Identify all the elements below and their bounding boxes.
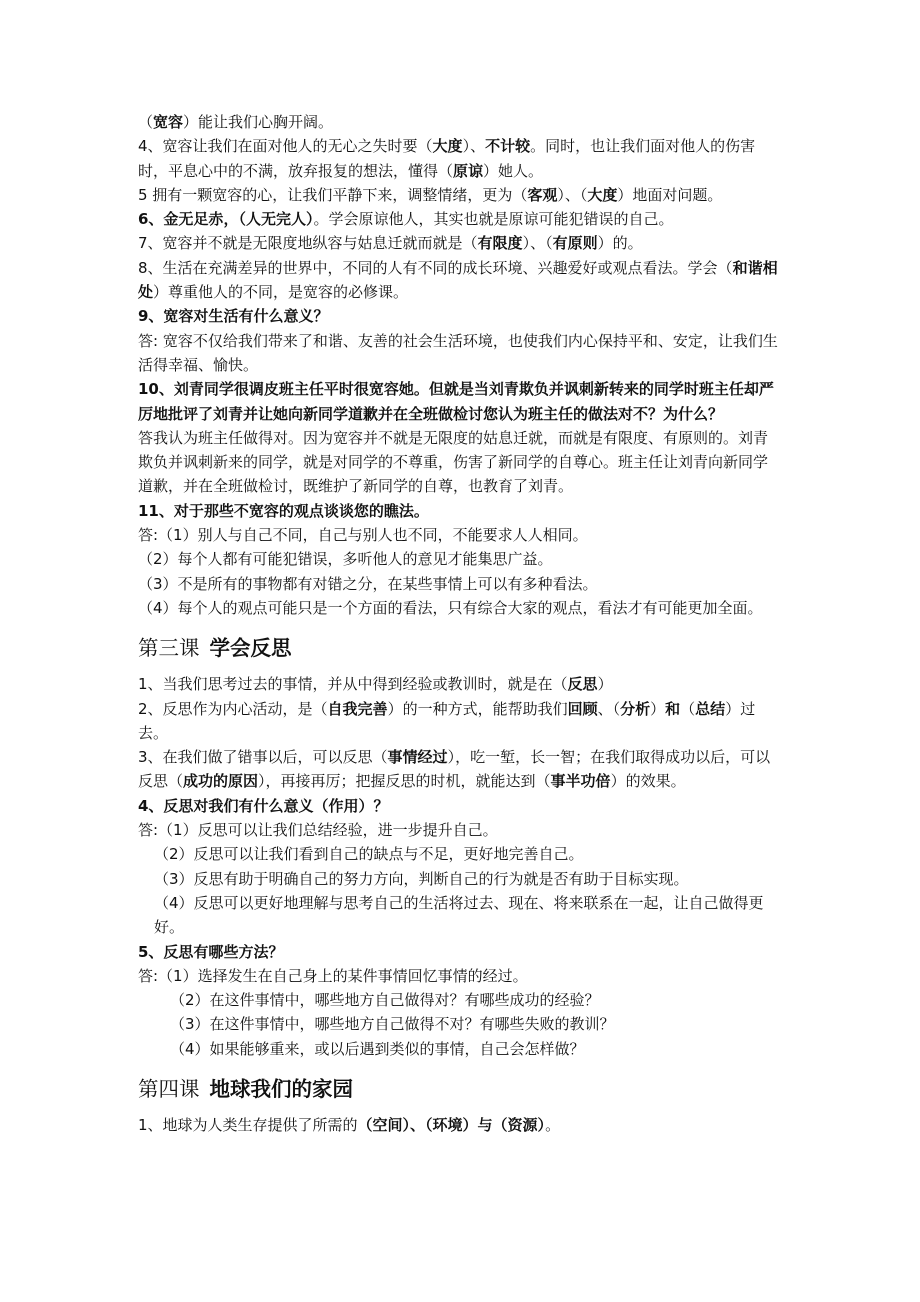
answer-item: （3）反思有助于明确自己的努力方向，判断自己的行为就是否有助于目标实现。 — [154, 869, 689, 888]
answer-item: （3）在这件事情中，哪些地方自己做得不对？有哪些失败的教训？ — [170, 1015, 615, 1034]
answer-paragraph: 答我认为班主任做得对。因为宽容并不就是无限度的姑息迁就，而就是有限度、有原则的。刘青欺负并讽刺新来的同学，就是对同学的不尊重，伤害了新同学的自尊心。班主任让刘青向新同学道歉，并在全班做检讨，既维护了新同学的自尊，也教育了刘青。 — [138, 428, 769, 496]
text: ），再接再厉；把握反思的时机，就能达到（ — [258, 772, 551, 791]
bold-text: 事情经过 — [387, 748, 448, 767]
bold-text: 大度 — [432, 137, 463, 156]
bold-text: 6、金无足赤，（人无完人） — [138, 210, 314, 229]
paragraph — [138, 745, 782, 794]
text: ）、（ — [522, 234, 553, 253]
text: 4、宽容让我们在面对他人的无心之失时要（ — [138, 137, 433, 156]
text: 、（ — [597, 699, 621, 718]
paragraph — [138, 1113, 782, 1137]
text: ）的。 — [597, 234, 643, 253]
lesson-title: 学会反思 — [209, 636, 292, 661]
bold-text: 大度 — [587, 185, 618, 204]
bold-text: 和谐相处 — [138, 258, 778, 302]
paragraph — [138, 207, 782, 231]
text: ）、（ — [557, 185, 588, 204]
bold-text: 回顾 — [567, 699, 598, 718]
text: ）地面对问题。 — [617, 185, 723, 204]
bold-text: 反思 — [567, 675, 598, 694]
bold-text: 事半功倍 — [550, 772, 611, 791]
bold-text: 不计较 — [485, 137, 531, 156]
text: 。学会原谅他人，其实也就是原谅可能犯错误的自己。 — [313, 210, 674, 229]
answer-item: 答:（1）反思可以让我们总结经验，进一步提升自己。 — [138, 821, 498, 840]
question-heading: 5、反思有哪些方法？ — [138, 942, 284, 961]
text: ） — [650, 699, 666, 718]
bold-text: 有原则 — [552, 234, 598, 253]
text: 1、地球为人类生存提供了所需的 — [138, 1115, 358, 1134]
answer-item: 答:（1）选择发生在自己身上的某件事情回忆事情的经过。 — [138, 966, 528, 985]
answer-item: （3）不是所有的事物都有对错之分，在某些事情上可以有多种看法。 — [138, 574, 598, 593]
paragraph — [138, 256, 782, 305]
paragraph — [138, 231, 782, 255]
text: 2、反思作为内心活动，是（ — [138, 699, 328, 718]
lesson-number: 第四课 — [138, 1076, 200, 1101]
text: 7、宽容并不就是无限度地纵容与姑息迁就而就是（ — [138, 234, 478, 253]
bold-text: （空间）、（环境）与（资源） — [357, 1115, 546, 1134]
bold-text: 客观 — [527, 185, 558, 204]
bold-text: 总结 — [695, 699, 726, 718]
bold-text: 成功的原因 — [183, 772, 259, 791]
text: （ — [138, 113, 154, 131]
paragraph — [138, 697, 782, 746]
answer-item: （2）反思可以让我们看到自己的缺点与不足，更好地完善自己。 — [154, 845, 584, 864]
paragraph — [138, 110, 782, 134]
bold-text: 和 — [665, 699, 681, 718]
text: 。同时，也让我们面对他人的伤害时，平息心中的不满，放弃报复的想法，懂得（ — [138, 137, 756, 180]
text: 8、生活在充满差异的世界中，不同的人有不同的成长环境、兴趣爱好或观点看法。学会（ — [138, 258, 733, 277]
bold-text: 自我完善 — [327, 699, 388, 718]
answer-item: （2）每个人都有可能犯错误，多听他人的意见才能集思广益。 — [138, 550, 553, 569]
lesson-heading — [138, 633, 782, 663]
bold-text: 宽容 — [153, 113, 184, 131]
text: ） — [597, 675, 613, 694]
bold-text: 有限度 — [477, 234, 523, 253]
text: ）、 — [462, 137, 486, 156]
lesson-heading — [138, 1074, 782, 1104]
text: ）过去。 — [138, 699, 756, 742]
lesson-title: 地球我们的家园 — [209, 1076, 353, 1101]
question-heading: 10、刘青同学很调皮班主任平时很宽容她。但就是当刘青欺负并讽刺新转来的同学时班主任却严厉地批评了刘青并让她向新同学道歉并在全班做检讨您认为班主任的做法对不？为什么？ — [138, 380, 774, 423]
text: 5 拥有一颗宽容的心，让我们平静下来，调整情绪，更为（ — [138, 185, 528, 204]
paragraph — [138, 134, 782, 183]
text: ）尊重他人的不同，是宽容的必修课。 — [153, 283, 409, 302]
answer-item: （4）如果能够重来，或以后遇到类似的事情，自己会怎样做？ — [170, 1039, 585, 1058]
text: ），吃一堑，长一智；在我们取得成功以后，可以反思（ — [138, 748, 771, 791]
answer-item: （4）每个人的观点可能只是一个方面的看法，只有综合大家的观点，看法才有可能更加全面。 — [138, 598, 763, 617]
answer-paragraph: 答: 宽容不仅给我们带来了和谐、友善的社会生活环境，也使我们内心保持平和、安定，让我们生活得幸福、愉快。 — [138, 331, 778, 374]
text: 3、在我们做了错事以后，可以反思（ — [138, 748, 388, 767]
lesson-number: 第三课 — [138, 636, 200, 661]
text: （ — [680, 699, 696, 718]
bold-text: 原谅 — [453, 161, 484, 180]
paragraph — [138, 183, 782, 207]
question-heading: 9、宽容对生活有什么意义？ — [138, 307, 329, 326]
question-heading: 4、反思对我们有什么意义（作用）？ — [138, 796, 389, 815]
question-heading: 11、对于那些不宽容的观点谈谈您的瞧法。 — [138, 501, 429, 520]
text: ）能让我们心胸开阔。 — [183, 113, 334, 131]
answer-item: （4）反思可以更好地理解与思考自己的生活将过去、现在、将来联系在一起，让自己做得更好。 — [154, 893, 764, 937]
paragraph — [138, 672, 782, 696]
text: 。 — [545, 1115, 561, 1134]
text: ）的一种方式，能帮助我们 — [387, 699, 568, 718]
text: ）的效果。 — [610, 772, 686, 791]
bold-text: 分析 — [620, 699, 651, 718]
text: ）她人。 — [483, 161, 544, 180]
text: 1、当我们思考过去的事情，并从中得到经验或教训时，就是在（ — [138, 675, 568, 694]
answer-item: （2）在这件事情中，哪些地方自己做得对？有哪些成功的经验？ — [170, 991, 600, 1010]
answer-item: 答:（1）别人与自己不同，自己与别人也不同，不能要求人人相同。 — [138, 526, 588, 545]
